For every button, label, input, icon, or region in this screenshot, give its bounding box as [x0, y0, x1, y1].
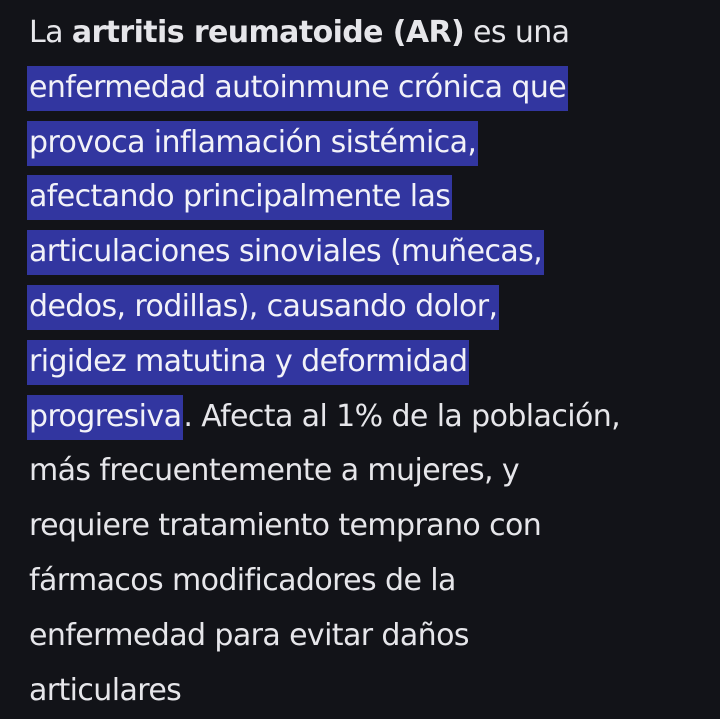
text-line: [29, 280, 701, 335]
term-bold: artritis reumatoide (AR): [71, 15, 465, 50]
selected-text[interactable]: progresiva: [27, 395, 183, 440]
intro-text: La: [29, 15, 72, 50]
paragraph: [29, 6, 701, 718]
intro-after-text: es una: [464, 15, 570, 50]
selected-text[interactable]: afectando principalmente las: [27, 175, 452, 220]
text-line: [29, 609, 701, 664]
selected-text[interactable]: rigidez matutina y deformidad: [27, 340, 469, 385]
text-line: [29, 170, 701, 225]
text-line: [29, 554, 701, 609]
text-line: [29, 335, 701, 390]
body-text: requiere tratamiento temprano con: [29, 508, 542, 544]
text-line: [29, 61, 701, 116]
body-text: enfermedad para evitar daños: [29, 617, 469, 653]
body-text: fármacos modificadores de la: [29, 562, 456, 598]
selected-text[interactable]: articulaciones sinoviales (muñecas,: [27, 230, 544, 275]
text-line: [29, 390, 701, 445]
selected-text[interactable]: provoca inflamación sistémica,: [27, 121, 478, 166]
text-line: [29, 225, 701, 280]
text-line: [29, 444, 701, 499]
text-line: [29, 6, 701, 61]
body-text: articulares: [29, 672, 182, 708]
text-line: [29, 499, 701, 554]
text-line: [29, 664, 701, 719]
body-text: más frecuentemente a mujeres, y: [29, 453, 520, 489]
selected-text[interactable]: enfermedad autoinmune crónica que: [27, 66, 568, 111]
selected-text[interactable]: dedos, rodillas), causando dolor,: [27, 285, 499, 330]
text-line: [29, 116, 701, 171]
body-text: . Afecta al 1% de la población,: [183, 398, 621, 434]
